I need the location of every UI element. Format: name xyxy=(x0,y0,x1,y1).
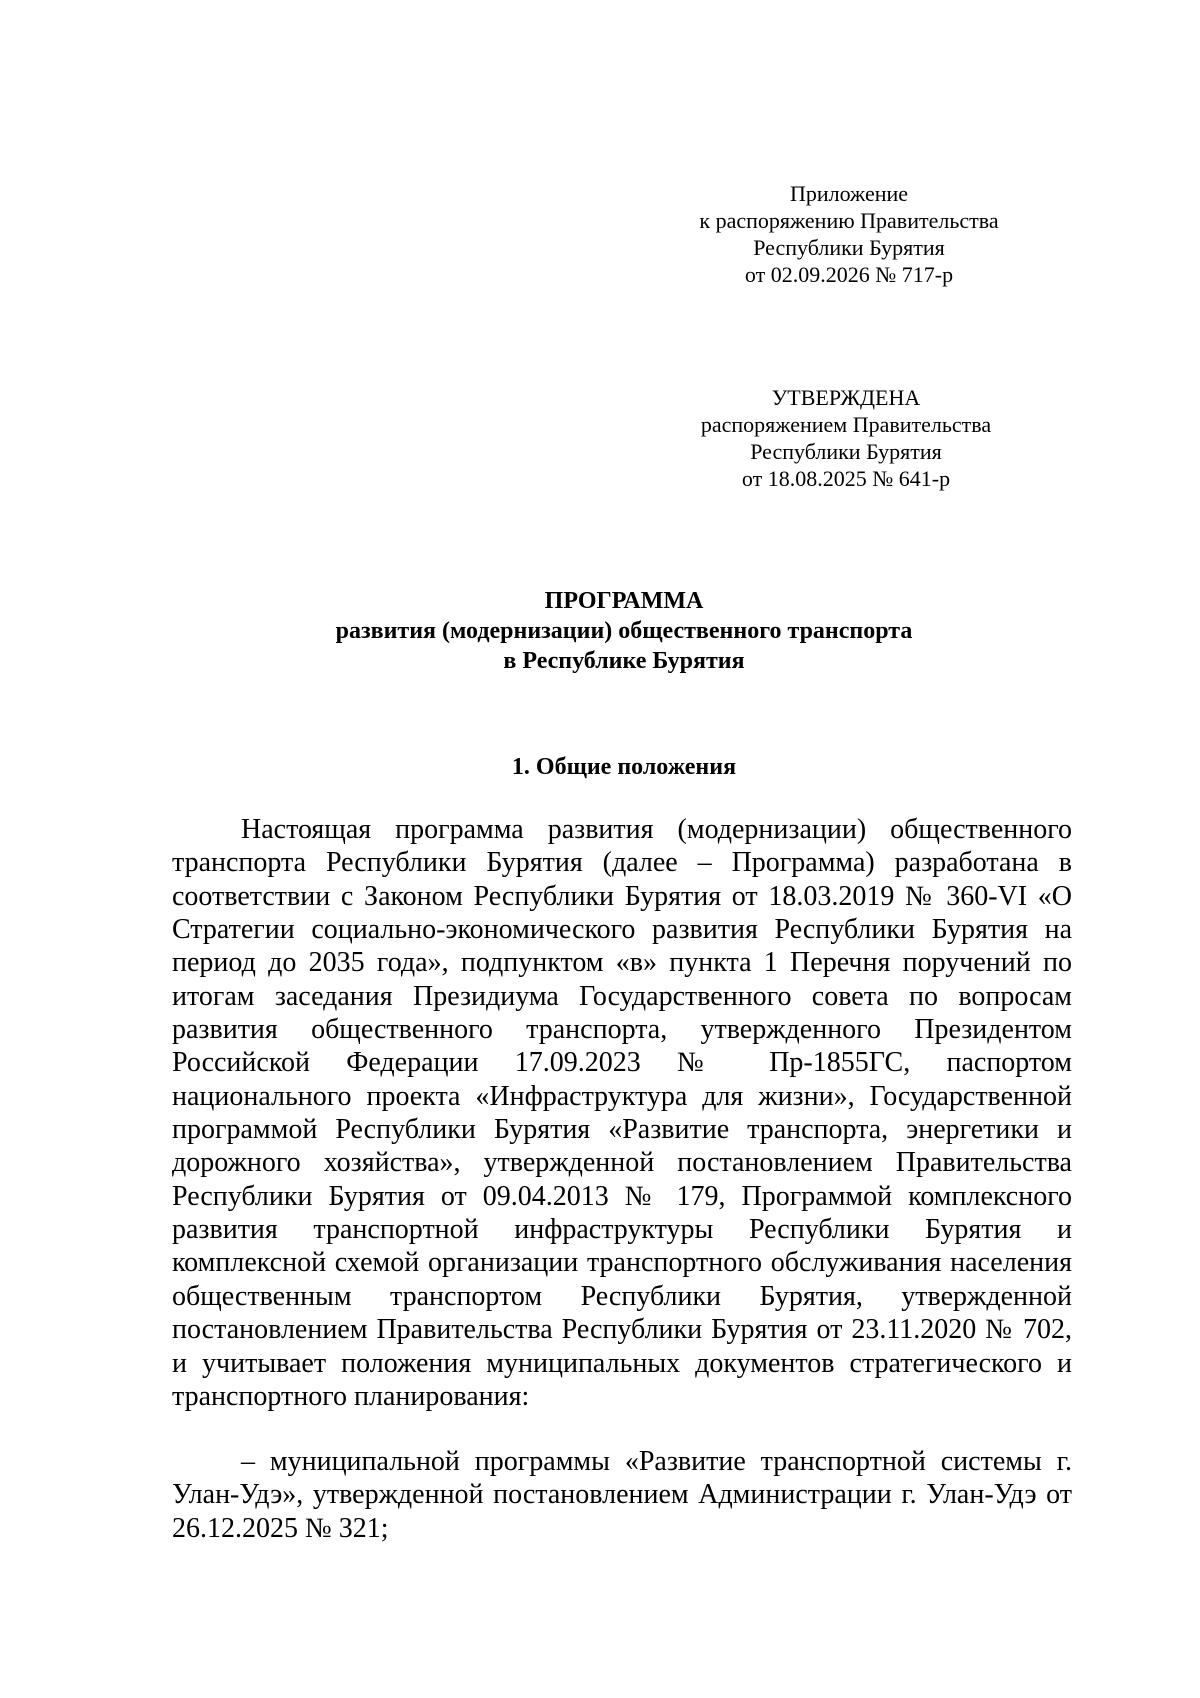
text-line: транспорта Республики Бурятия (далее – Программа) разработана в xyxy=(172,847,1072,879)
title-line: ПРОГРАММА xyxy=(544,588,704,614)
list-item xyxy=(172,1445,1072,1545)
text-line: программой Республики Бурятия «Развитие транспорта, энергетики и xyxy=(172,1114,1072,1146)
text-line: общественным транспортом Республики Бурятия, утвержденной xyxy=(172,1280,1072,1312)
title-line: развития (модернизации) общественного транспорта xyxy=(335,618,913,644)
document-title xyxy=(180,586,1068,676)
text-line: национального проекта «Инфраструктура для жизни», Государственной xyxy=(172,1080,1072,1112)
annex-line: к распоряжению Правительства xyxy=(699,208,999,233)
approval-stamp xyxy=(638,384,1054,492)
text-line: период до 2035 года», подпунктом «в» пункта 1 Перечня поручений по xyxy=(172,947,1072,979)
text-line: Российской Федерации 17.09.2023 № Пр-1855ГС, паспортом xyxy=(172,1047,1072,1079)
text-line: развития транспортной инфраструктуры Республики Бурятия и xyxy=(172,1214,1072,1246)
text-line: дорожного хозяйства», утвержденной постановлением Правительства xyxy=(172,1147,1072,1179)
text-line: развития общественного транспорта, утвержденного Президентом xyxy=(172,1014,1072,1046)
text-line: комплексной схемой организации транспортного обслуживания населения xyxy=(172,1247,1072,1279)
annex-line: Приложение xyxy=(789,181,909,206)
text-line: соответствии с Законом Республики Бурятия от 18.03.2019 № 360-VI «О xyxy=(172,880,1072,912)
approval-line: УТВЕРЖДЕНА xyxy=(771,385,921,410)
section-heading: 1. Общие положения xyxy=(511,754,737,780)
text-line: Республики Бурятия от 09.04.2013 № 179, Программой комплексного xyxy=(172,1180,1072,1212)
text-line: и учитывает положения муниципальных документов стратегического и xyxy=(172,1347,1072,1379)
approval-line: распоряжением Правительства xyxy=(700,412,992,437)
text-line: – муниципальной программы «Развитие транспортной системы г. xyxy=(241,1446,1072,1477)
text-line: итогам заседания Президиума Государственного совета по вопросам xyxy=(172,980,1072,1012)
annex-header xyxy=(641,180,1057,288)
text-line: Настоящая программа развития (модернизации) общественного xyxy=(241,814,1072,845)
annex-line: Республики Бурятия xyxy=(753,235,945,260)
text-line: транспортного планирования: xyxy=(172,1380,530,1412)
text-line: Стратегии социально-экономического развития Республики Бурятия на xyxy=(172,914,1072,946)
approval-line: от 18.08.2025 № 641-р xyxy=(741,466,951,491)
text-line: 26.12.2025 № 321; xyxy=(172,1512,389,1544)
text-line: Улан-Удэ», утвержденной постановлением Администрации г. Улан-Удэ от xyxy=(172,1479,1072,1511)
title-line: в Республике Бурятия xyxy=(503,648,745,674)
text-line: постановлением Правительства Республики Бурятия от 23.11.2020 № 702, xyxy=(172,1314,1072,1346)
body-paragraph xyxy=(172,813,1072,1413)
approval-line: Республики Бурятия xyxy=(750,439,942,464)
annex-line: от 02.09.2026 № 717-р xyxy=(744,262,954,287)
